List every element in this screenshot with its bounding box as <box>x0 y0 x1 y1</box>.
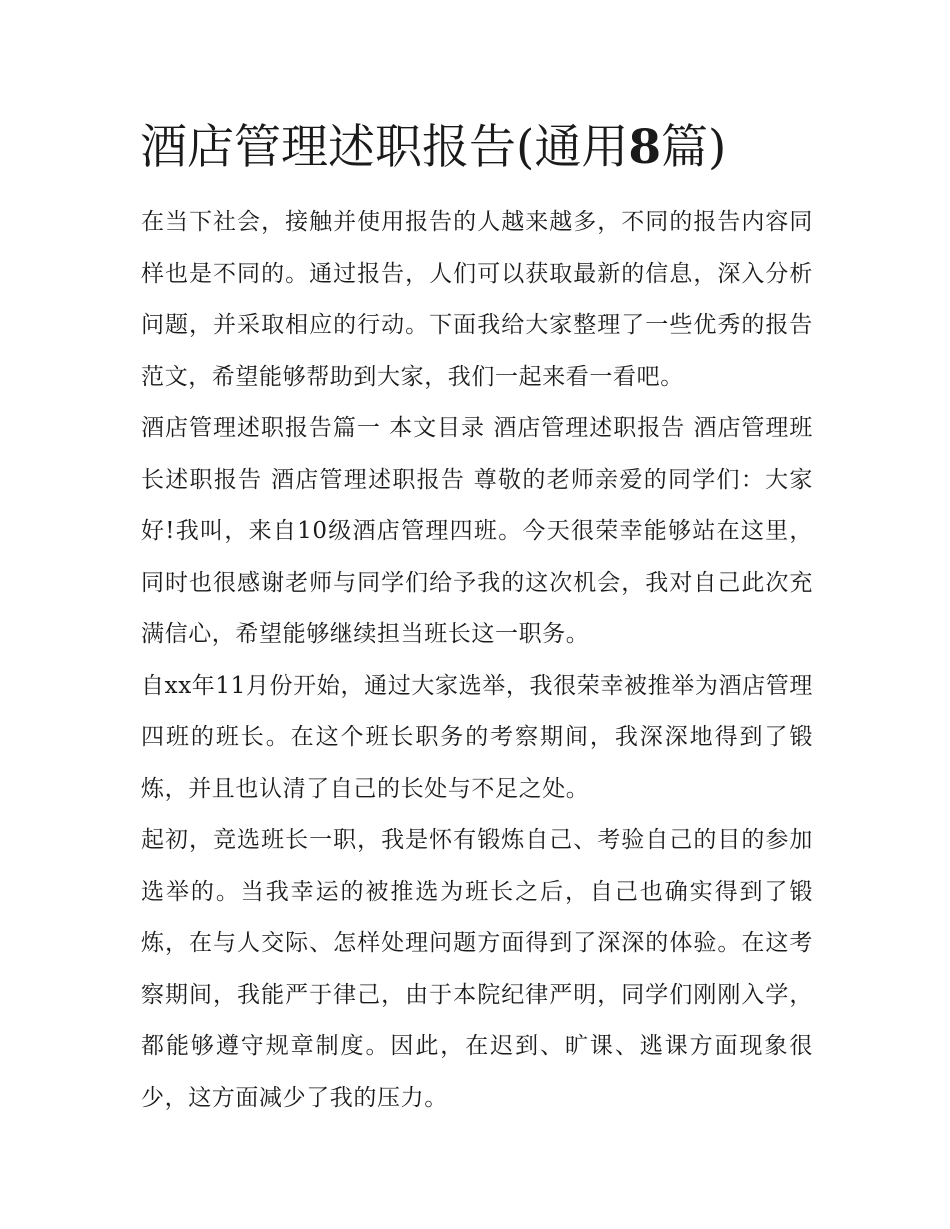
paragraph-election: 自xx年11月份开始，通过大家选举，我很荣幸被推举为酒店管理四班的班长。在这个班长职务的考察期间，我深深地得到了锻炼，并且也认清了自己的长处与不足之处。 <box>141 672 813 802</box>
document-body <box>141 197 813 1124</box>
document-title <box>140 112 840 184</box>
title-suffix: 篇) <box>661 120 727 175</box>
paragraph-intro: 在当下社会，接触并使用报告的人越来越多，不同的报告内容同样也是不同的。通过报告，人们可以获取最新的信息，深入分析问题，并采取相应的行动。下面我给大家整理了一些优秀的报告范文，希望能够帮助到大家，我们一起来看一看吧。 <box>141 209 813 390</box>
paragraph-experience: 起初，竞选班长一职，我是怀有锻炼自己、考验自己的目的参加选举的。当我幸运的被推选为班长之后，自己也确实得到了锻炼，在与人交际、怎样处理问题方面得到了深深的体验。在这考察期间，我能严于律己，由于本院纪律严明，同学们刚刚入学，都能够遵守规章制度。因此，在迟到、旷课、逃课方面现象很少，这方面减少了我的压力。 <box>141 827 813 1111</box>
title-number: 8 <box>628 120 662 175</box>
paragraph-section-one: 酒店管理述职报告篇一 本文目录 酒店管理述职报告 酒店管理班长述职报告 酒店管理述职报告 尊敬的老师亲爱的同学们：大家好!我叫，来自10级酒店管理四班。今天很荣幸能够站在这里，同时也很感谢老师与同学们给予我的这次机会，我对自己此次充满信心，希望能够继续担当班长这一职务。 <box>141 415 813 647</box>
title-text: 酒店管理述职报告(通用 <box>140 120 629 175</box>
